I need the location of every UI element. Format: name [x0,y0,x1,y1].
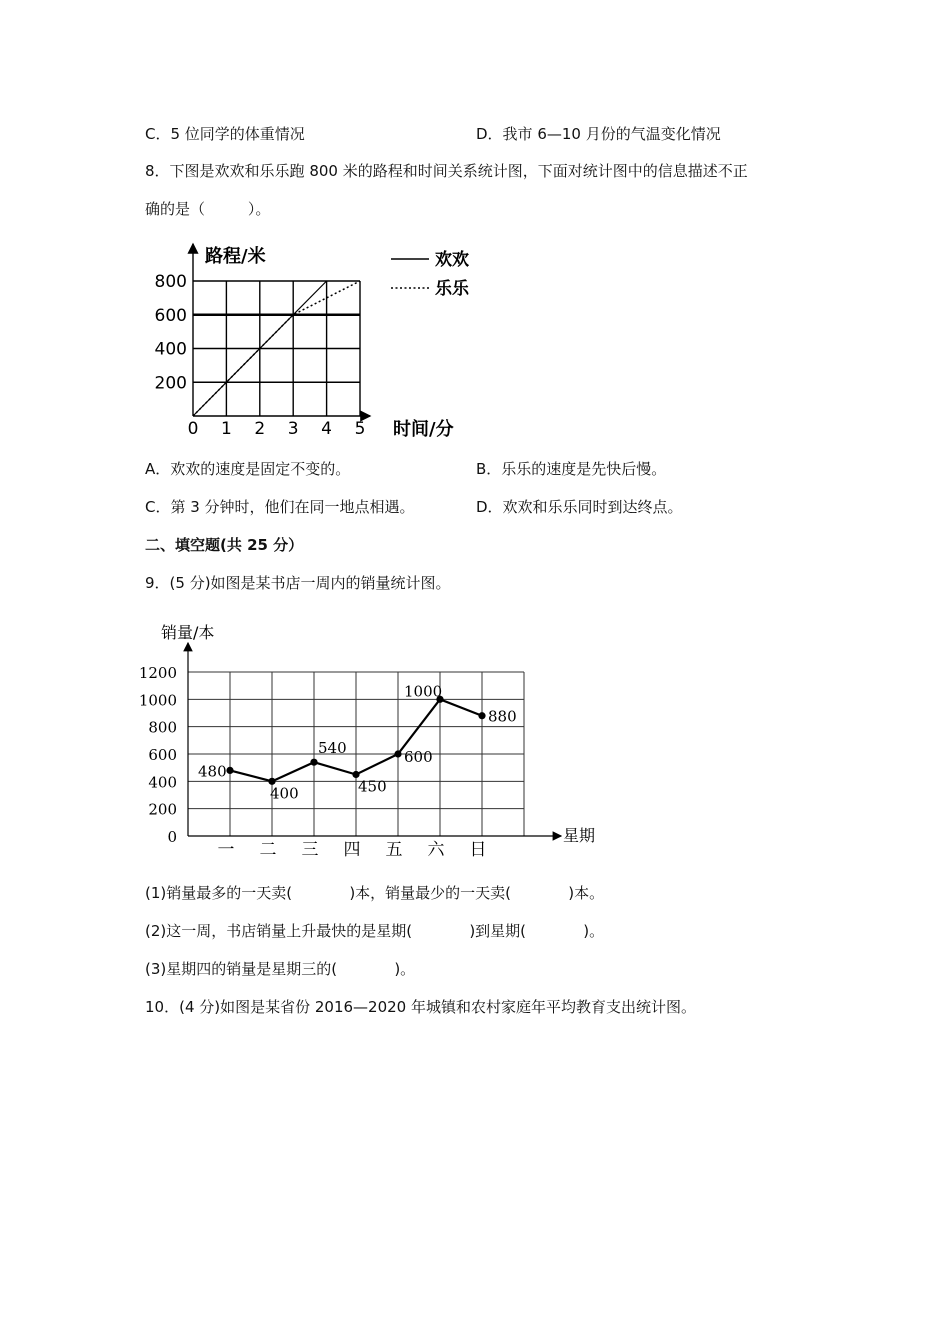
data-label: 450 [358,777,387,796]
q7-option-d: D．我市 6—10 月份的气温变化情况 [476,125,721,143]
q9-stem: 9．(5 分)如图是某书店一周内的销量统计图。 [145,574,451,592]
data-label: 480 [198,762,227,781]
y-axis-label: 路程/米 [205,246,266,267]
q8-option-c: C．第 3 分钟时，他们在同一地点相遇。 [145,498,415,516]
data-label: 600 [404,748,433,766]
data-label: 880 [488,707,517,726]
y-tick-label: 600 [148,746,177,764]
q10-stem: 10．(4 分)如图是某省份 2016—2020 年城镇和农村家庭年平均教育支出统计图。 [145,998,696,1016]
q9-sub2: (2)这一周，书店销量上升最快的是星期( )到星期( )。 [145,922,605,940]
y-axis-label: 销量/本 [161,623,215,642]
data-label: 540 [318,739,347,758]
data-label: 400 [270,784,299,803]
x-tick-label: 2 [254,419,266,439]
data-point [310,759,317,766]
y-tick-label: 600 [154,305,187,326]
y-tick-label: 400 [148,773,177,792]
x-tick-label: 三 [301,840,319,860]
x-axis-label: 时间/分 [393,419,454,440]
data-point [478,712,485,719]
x-tick-label: 5 [354,419,366,439]
q8-option-d: D．欢欢和乐乐同时到达终点。 [476,498,683,516]
y-tick-label: 800 [154,272,187,292]
distance-time-chart [145,228,515,450]
q7-option-c: C．5 位同学的体重情况 [145,125,305,143]
data-point [226,767,233,774]
x-tick-label: 1 [220,419,232,439]
x-tick-label: 六 [427,840,445,860]
y-tick-label: 200 [154,373,187,394]
x-tick-label: 4 [321,419,333,439]
legend-label: 欢欢 [435,250,469,270]
q9-sub3: (3)星期四的销量是星期三的( )。 [145,960,416,978]
y-tick-label: 1000 [138,691,177,710]
legend-label: 乐乐 [435,279,469,299]
weekly-sales-chart [138,618,615,863]
q8-stem-line2: 确的是（ ）。 [145,200,271,218]
y-tick-label: 0 [167,828,177,846]
y-tick-label: 800 [148,718,177,737]
x-tick-label: 3 [287,419,299,439]
x-axis-label: 星期 [563,826,596,845]
x-tick-label: 一 [217,840,235,860]
x-tick-label: 五 [385,840,403,860]
x-tick-label: 二 [259,840,277,860]
x-tick-label: 日 [469,840,487,860]
data-point [394,750,401,757]
y-tick-label: 1200 [138,664,177,682]
y-tick-label: 400 [154,339,187,360]
x-tick-label: 四 [343,840,361,860]
section-title: 二、填空题(共 25 分） [145,536,304,554]
q8-stem-line1: 8．下图是欢欢和乐乐跑 800 米的路程和时间关系统计图，下面对统计图中的信息描述不正 [145,162,748,180]
data-label: 1000 [404,682,443,701]
q8-option-a: A．欢欢的速度是固定不变的。 [145,460,351,478]
x-tick-label: 0 [187,419,199,439]
q9-sub1: (1)销量最多的一天卖( )本，销量最少的一天卖( )本。 [145,884,605,902]
q8-option-b: B．乐乐的速度是先快后慢。 [476,460,667,478]
y-tick-label: 200 [148,800,177,819]
